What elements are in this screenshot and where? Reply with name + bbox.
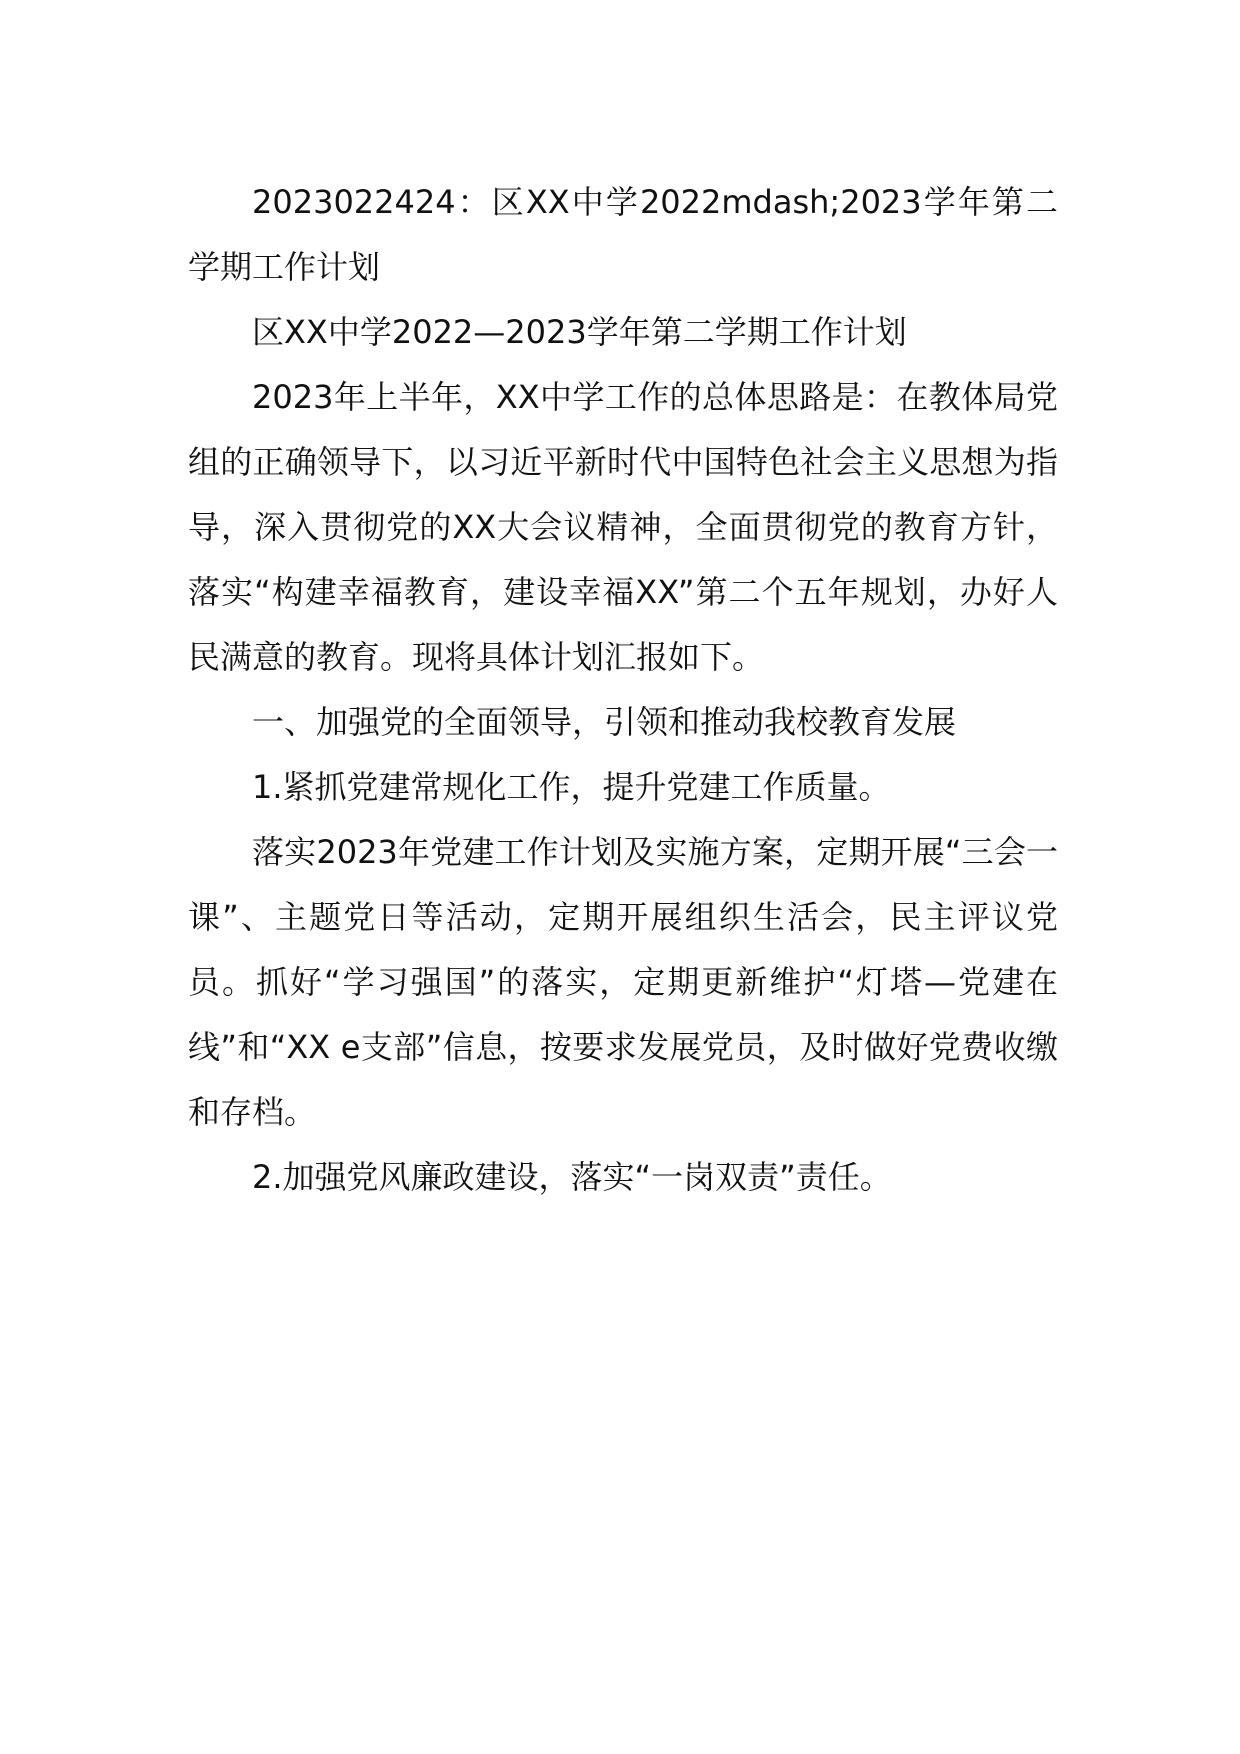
body-paragraph: 落实2023年党建工作计划及实施方案，定期开展“三会一课”、主题党日等活动，定期开展组织生活会，民主评议党员。抓好“学习强国”的落实，定期更新维护“灯塔—党建在线”和“XX e支部”信息，按要求发展党员，及时做好党费收缴和存档。	[188, 833, 1058, 1131]
document-body	[188, 170, 1058, 1210]
intro-paragraph: 2023年上半年，XX中学工作的总体思路是：在教体局党组的正确领导下，以习近平新时代中国特色社会主义思想为指导，深入贯彻党的XX大会议精神，全面贯彻党的教育方针，落实“构建幸福教育，建设幸福XX”第二个五年规划，办好人民满意的教育。现将具体计划汇报如下。	[188, 378, 1058, 676]
document-title: 区XX中学2022—2023学年第二学期工作计划	[252, 313, 907, 351]
section-heading-1: 一、加强党的全面领导，引领和推动我校教育发展	[252, 703, 957, 741]
subsection-heading-2: 2.加强党风廉政建设，落实“一岗双责”责任。	[252, 1158, 892, 1196]
subsection-heading-1: 1.紧抓党建常规化工作，提升党建工作质量。	[252, 768, 891, 806]
document-heading-line: 2023022424：区XX中学2022mdash;2023学年第二学期工作计划	[188, 183, 1058, 286]
